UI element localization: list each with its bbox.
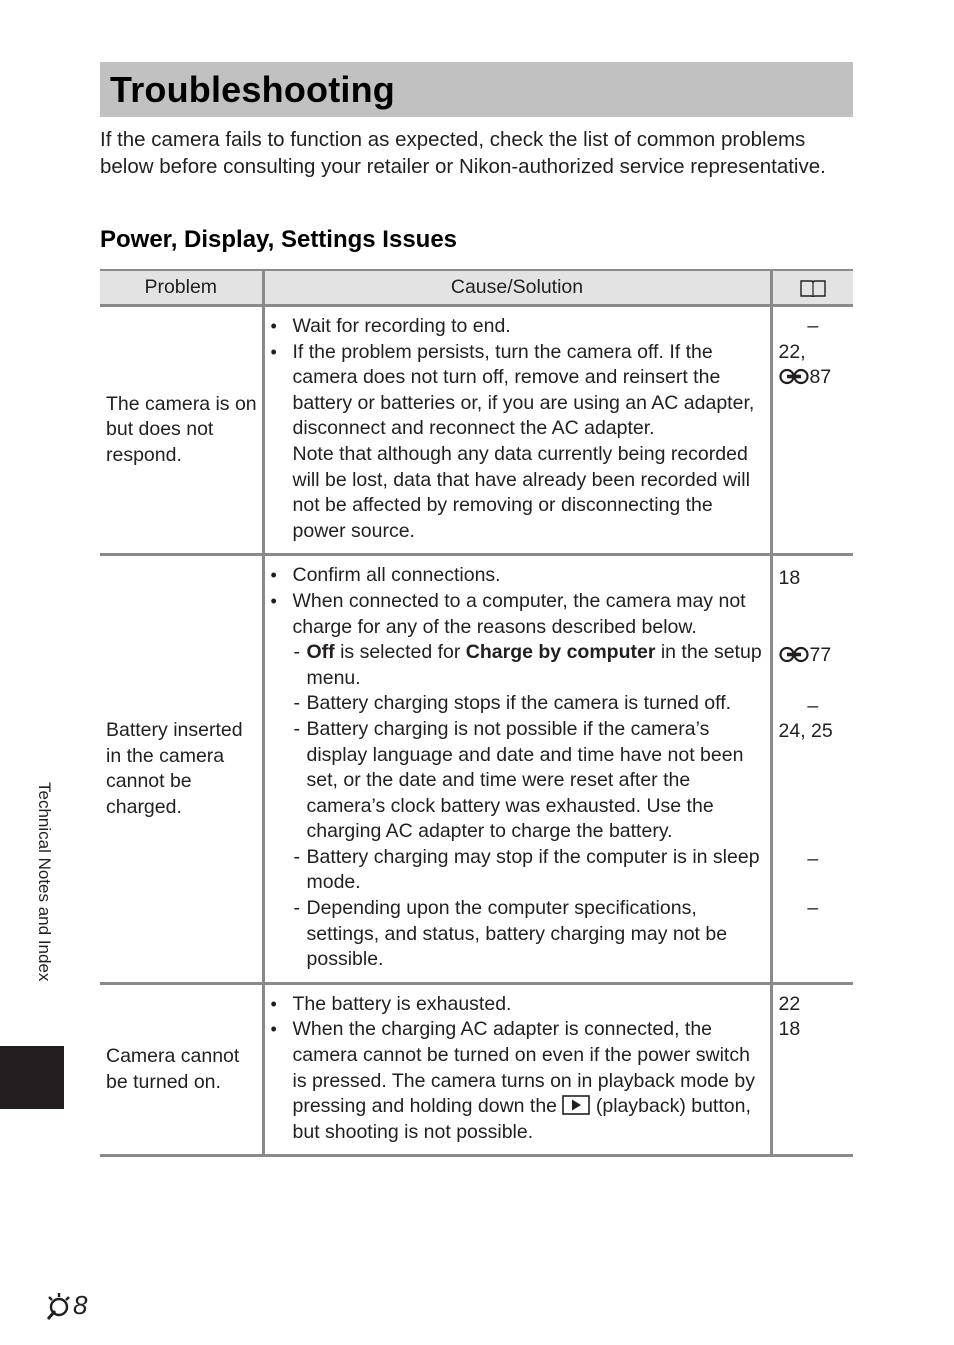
- reference-cell: [771, 306, 853, 555]
- page-reference: 77: [809, 643, 832, 666]
- page-reference: 18: [778, 1018, 801, 1041]
- page-reference: 22,: [778, 340, 806, 363]
- page-number: [46, 1290, 87, 1321]
- reference-section-icon: [779, 368, 809, 385]
- solution-cell: [263, 555, 771, 984]
- page-reference: –: [807, 897, 819, 920]
- page-reference: 24, 25: [778, 720, 833, 743]
- section-tab-marker: [0, 1046, 64, 1109]
- problem-cell: Battery inserted in the camera cannot be charged.: [100, 555, 263, 984]
- page-reference: –: [807, 847, 819, 870]
- menu-option-off: Off: [306, 641, 335, 664]
- table-header-row: [100, 270, 853, 306]
- book-icon: [799, 278, 827, 298]
- reference-cell: [771, 983, 853, 1156]
- list-item: • Wait for recording to end.: [271, 314, 764, 340]
- sub-list-text: in the setup menu.: [306, 641, 762, 689]
- list-item: [271, 589, 764, 973]
- list-item: • Confirm all connections.: [271, 563, 764, 589]
- spacer: [773, 669, 854, 694]
- page-reference: 87: [809, 366, 832, 389]
- page-number-text: 8: [73, 1290, 88, 1320]
- header-cause-solution: Cause/Solution: [263, 270, 771, 306]
- page-reference-line: [773, 365, 854, 391]
- header-problem: Problem: [100, 270, 263, 306]
- reference-section-icon: [779, 646, 809, 663]
- list-item: • The battery is exhausted.: [271, 992, 764, 1018]
- table-row: [100, 306, 853, 555]
- list-item: [271, 340, 764, 545]
- list-item: [271, 1017, 764, 1145]
- title-bar: [100, 62, 853, 117]
- spacer: [773, 592, 854, 643]
- sub-list-item: - Battery charging stops if the camera is turned off.: [293, 691, 764, 717]
- page-title: Troubleshooting: [110, 68, 395, 110]
- page-reference: –: [807, 694, 819, 717]
- page-reference: –: [807, 315, 819, 337]
- page-reference: 18: [778, 567, 801, 590]
- table-row: [100, 555, 853, 984]
- playback-button-icon: [562, 1095, 590, 1115]
- solution-cell: [263, 983, 771, 1156]
- reference-cell: [771, 555, 853, 984]
- spacer: [773, 745, 854, 847]
- page-reference-line: [773, 643, 854, 669]
- sub-list-item: [293, 640, 764, 691]
- solution-text: When connected to a computer, the camera may not charge for any of the reasons described below.: [292, 589, 746, 638]
- technical-notes-icon: [46, 1291, 72, 1321]
- solution-text: (playback) button, but shooting is not possible.: [292, 1095, 751, 1143]
- menu-option-charge-by-computer: Charge by computer: [465, 641, 656, 664]
- side-section-label: Technical Notes and Index: [35, 782, 54, 982]
- solution-text: If the problem persists, turn the camera off. If the camera does not turn off, remove and reinsert the battery or batteries or, if you are using an AC adapter, disconnect and reconnect the AC adapter.: [292, 340, 755, 440]
- header-reference: [771, 270, 853, 306]
- page-reference: 22: [778, 992, 801, 1015]
- solution-cell: [263, 306, 771, 555]
- intro-paragraph: If the camera fails to function as expected, check the list of common problems below before consulting your retailer or Nikon-authorized service representative.: [100, 128, 826, 178]
- problem-cell: Camera cannot be turned on.: [100, 983, 263, 1156]
- solution-note: Note that although any data currently being recorded will be lost, data that have already been recorded will not be affected by removing or disconnecting the power source.: [292, 442, 750, 542]
- problem-cell: The camera is on but does not respond.: [100, 306, 263, 555]
- solution-text: When the charging AC adapter is connected, the camera cannot be turned on even if the power switch is pressed. The camera turns on in playback mode by pressing and holding down the: [292, 1018, 755, 1118]
- troubleshooting-table: [100, 269, 853, 1157]
- spacer: [773, 872, 854, 896]
- section-heading: Power, Display, Settings Issues: [100, 226, 458, 253]
- sub-list-text: is selected for: [334, 641, 466, 664]
- table-row: [100, 983, 853, 1156]
- sub-list-item: - Depending upon the computer specifications, settings, and status, battery charging may not be possible.: [293, 896, 764, 973]
- sub-list-item: - Battery charging may stop if the computer is in sleep mode.: [293, 845, 764, 896]
- sub-list-item: - Battery charging is not possible if the camera’s display language and date and time have not been set, or the date and time were reset after the camera’s clock battery was exhausted. Use the charging AC adapter to charge the battery.: [293, 717, 764, 845]
